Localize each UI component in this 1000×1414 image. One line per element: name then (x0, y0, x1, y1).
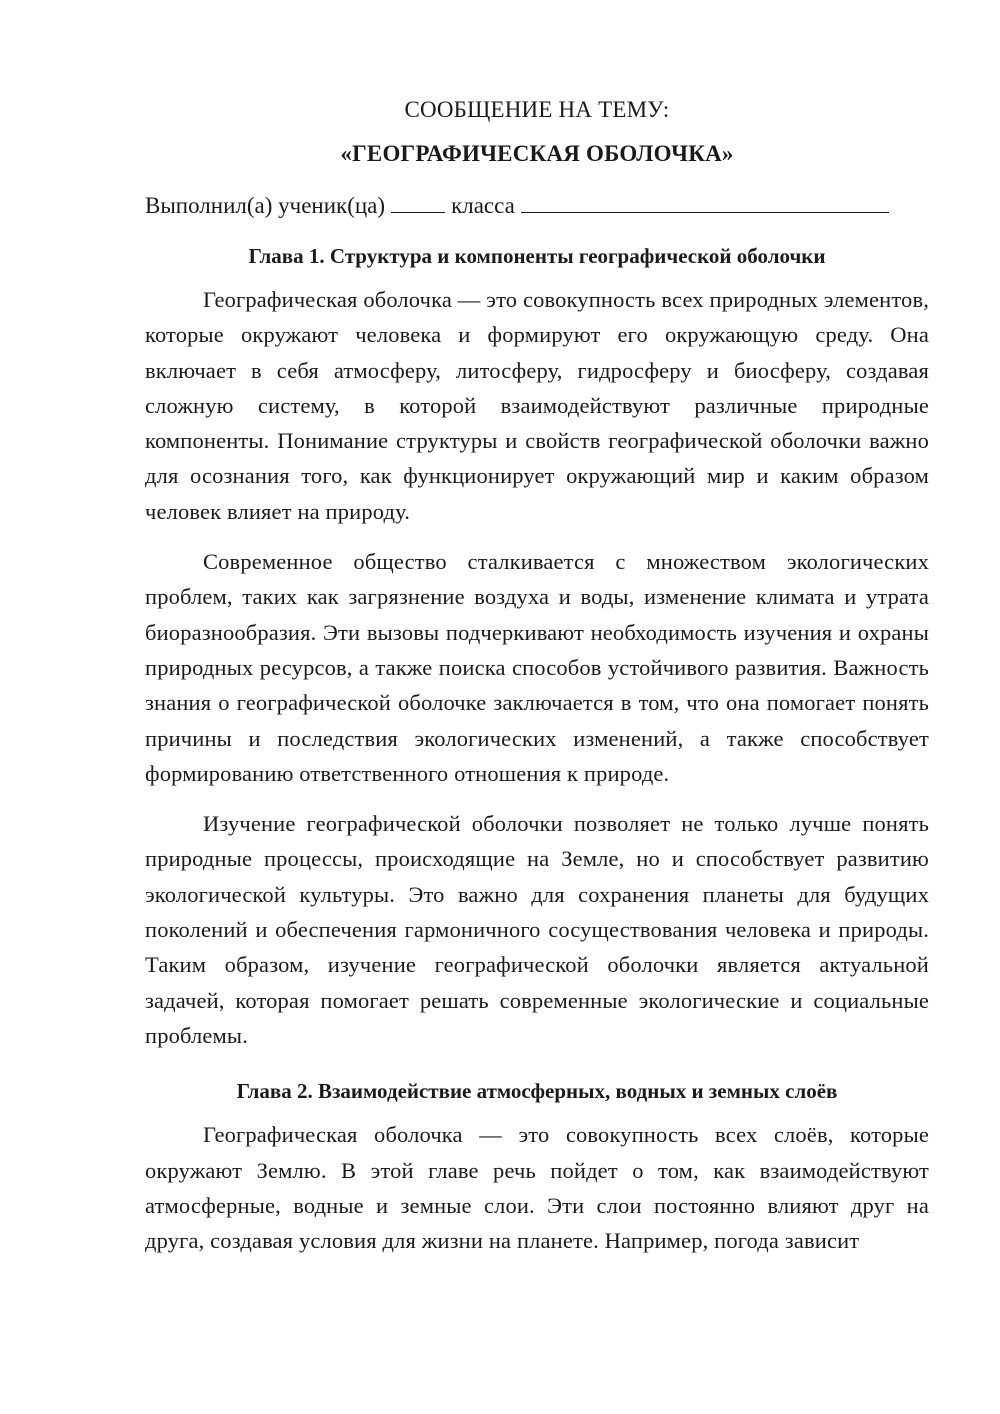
chapter2-paragraph-1: Географическая оболочка — это совокупность всех слоёв, которые окружают Землю. В этой главе речь пойдет о том, как взаимодействуют атмосферные, водные и земные слои. Эти слои постоянно влияют друг на друга, создавая условия для жизни на планете. Например, погода зависит (145, 1122, 929, 1254)
chapter1-paragraph-2: Современное общество сталкивается с множеством экологических проблем, таких как загрязнение воздуха и воды, изменение климата и утрата биоразнообразия. Эти вызовы подчеркивают необходимость изучения и охраны природных ресурсов, а также поиска способов устойчивого развития. Важность знания о географической оболочке заключается в том, что она помогает понять причины и последствия экологических изменений, а также способствует формированию ответственного отношения к природе. (145, 549, 929, 786)
student-class-label: класса (451, 193, 515, 218)
chapter1-heading: Глава 1. Структура и компоненты географической оболочки (248, 244, 826, 268)
chapter1-paragraph-1: Географическая оболочка — это совокупность всех природных элементов, которые окружают человека и формируют его окружающую среду. Она включает в себя атмосферу, литосферу, гидросферу и биосферу, создавая сложную систему, в которой взаимодействуют различные природные компоненты. Понимание структуры и свойств географической оболочки важно для осознания того, как функционирует окружающий мир и каким образом человек влияет на природу. (145, 287, 929, 524)
student-info-line (145, 188, 929, 224)
document-title-line2: «ГЕОГРАФИЧЕСКАЯ ОБОЛОЧКА» (340, 141, 734, 166)
student-prefix: Выполнил(а) ученик(ца) (145, 193, 386, 218)
document-title-line1: СООБЩЕНИЕ НА ТЕМУ: (404, 97, 670, 122)
name-blank (521, 194, 889, 213)
chapter2-heading: Глава 2. Взаимодействие атмосферных, водных и земных слоёв (236, 1079, 838, 1104)
chapter1-paragraph-3: Изучение географической оболочки позволяет не только лучше понять природные процессы, происходящие на Земле, но и способствует развитию экологической культуры. Это важно для сохранения планеты для будущих поколений и обеспечения гармоничного сосуществования человека и природы. Таким образом, изучение географической оболочки является актуальной задачей, которая помогает решать современные экологические и социальные проблемы. (145, 811, 929, 1048)
grade-blank (391, 194, 445, 213)
document-page (145, 88, 929, 1258)
